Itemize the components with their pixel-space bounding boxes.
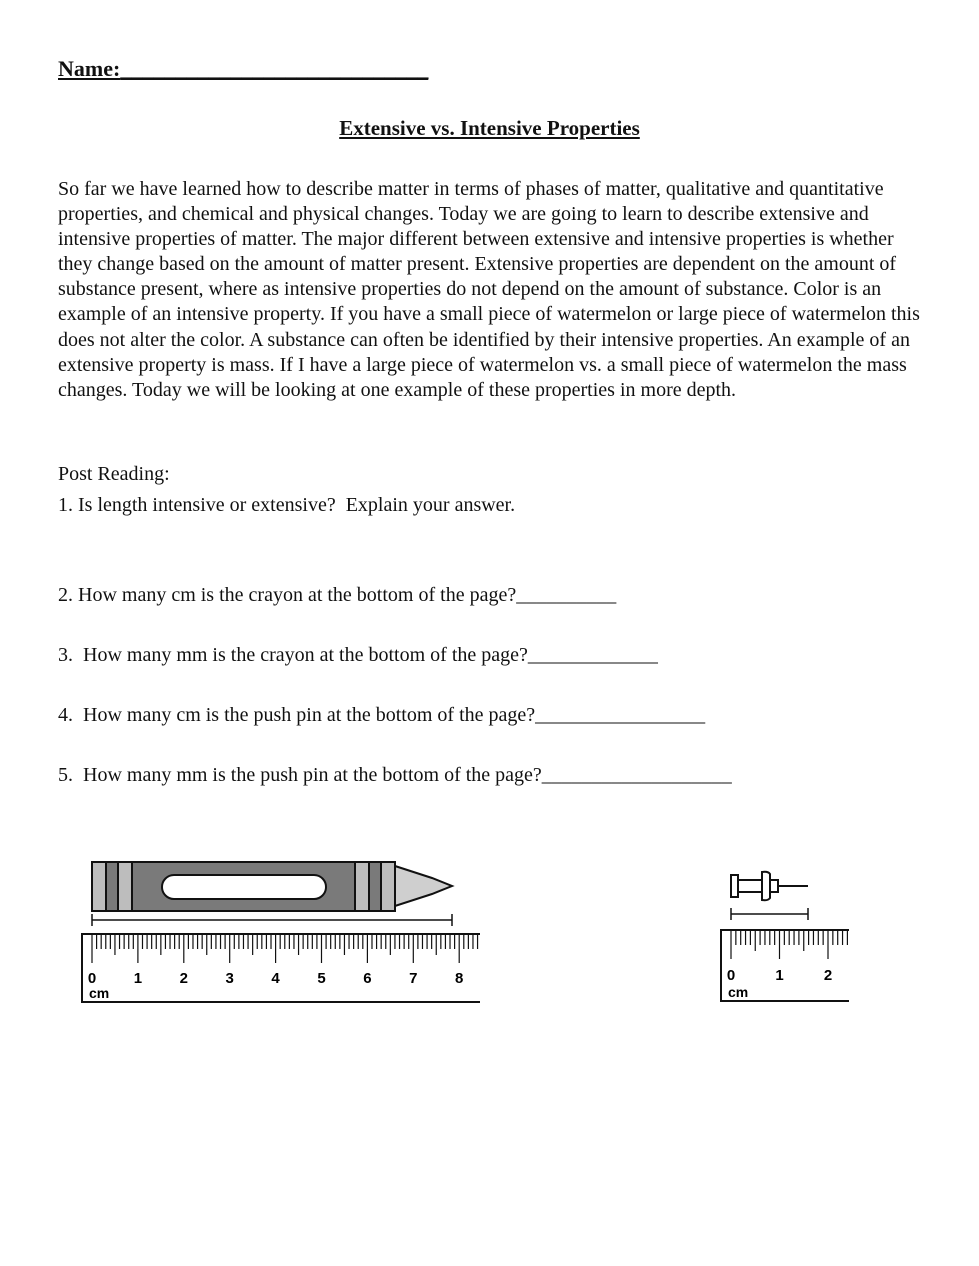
question-4: 4. How many cm is the push pin at the bottom of the page?_________________ [58,704,706,726]
crayon-length-bracket [92,914,452,926]
crayon-icon [92,862,452,911]
pin-length-bracket [731,908,808,920]
crayon-ruler [82,934,480,1002]
crayon-ruler-label: 5 [317,970,326,987]
crayon-ruler-label: 8 [455,970,464,987]
name-field[interactable] [58,56,428,82]
post-reading-heading: Post Reading: [58,463,170,485]
crayon-ruler-label: 0 [87,970,97,987]
measurement-figure [0,840,979,1030]
pin-ruler-label: 1 [775,967,784,984]
crayon-ruler-label: 6 [363,970,372,987]
intro-paragraph: So far we have learned how to describe matter in terms of phases of matter, qualitative and quantitative properties, and chemical and physical changes. Today we are going to learn to describe extensive and intensive properties of matter. The major different between extensive and intensive properties is whether they change based on the amount of matter present. Extensive properties are dependent on the amount of substance present, where as intensive properties do not depend on the amount of substance. Color is an example of an intensive property. If you have a small piece of watermelon or large piece of watermelon this does not alter the color. A substance can often be identified by their intensive properties. An example of an extensive property is mass. If I have a large piece of watermelon vs. a small piece of watermelon the mass changes. Today we will be looking at one example of these properties in more depth. [58,178,920,401]
push-pin-icon [731,872,808,901]
pin-ruler-label: 2 [823,967,833,984]
question-3: 3. How many mm is the crayon at the bottom of the page?_____________ [58,644,658,666]
question-2: 2. How many cm is the crayon at the bottom of the page?__________ [58,584,617,606]
question-5: 5. How many mm is the push pin at the bottom of the page?___________________ [58,764,732,786]
crayon-ruler-label: 2 [179,970,188,987]
pin-ruler-label: 0 [726,967,736,984]
pin-ruler [721,930,849,1001]
crayon-ruler-label: 3 [225,970,234,987]
crayon-ruler-unit: cm [89,985,110,1001]
crayon-ruler-label: 1 [133,970,143,987]
pin-ruler-unit: cm [728,984,749,1000]
crayon-ruler-label: 7 [409,970,418,987]
question-1: 1. Is length intensive or extensive? Explain your answer. [58,494,516,516]
name-blank[interactable]: ____________________________ [120,56,429,81]
crayon-ruler-label: 4 [271,970,280,987]
name-label: Name: [58,56,121,81]
page-title: Extensive vs. Intensive Properties [339,116,640,140]
